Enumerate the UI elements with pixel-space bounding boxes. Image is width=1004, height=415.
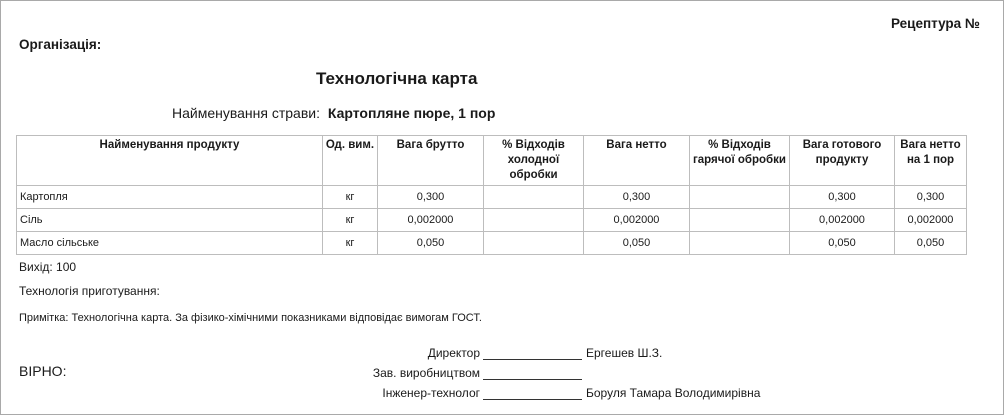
table-cell: кг <box>323 186 378 209</box>
column-header: Вага готового продукту <box>790 136 895 186</box>
column-header: Од. вим. <box>323 136 378 186</box>
table-cell: 0,050 <box>895 232 967 255</box>
column-header: Найменування продукту <box>17 136 323 186</box>
column-header: % Відходів холодної обробки <box>484 136 584 186</box>
signature-line <box>483 345 582 360</box>
table-cell <box>484 209 584 232</box>
table-cell: кг <box>323 209 378 232</box>
table-cell <box>690 232 790 255</box>
table-row <box>17 209 967 232</box>
table-row <box>17 186 967 209</box>
table-row <box>17 232 967 255</box>
table-cell: 0,050 <box>584 232 690 255</box>
column-header: Вага брутто <box>378 136 484 186</box>
signature-name-engineer: Боруля Тамара Володимирівна <box>586 386 761 400</box>
dish-name-line <box>172 105 495 121</box>
table-cell <box>484 186 584 209</box>
table-cell: 0,050 <box>378 232 484 255</box>
table-cell: кг <box>323 232 378 255</box>
output-text: Вихід: 100 <box>19 260 77 274</box>
recipe-number-label: Рецептура № <box>891 16 980 31</box>
table-cell: 0,300 <box>895 186 967 209</box>
table-cell: Картопля <box>17 186 323 209</box>
signature-line <box>483 385 582 400</box>
table-cell: 0,300 <box>378 186 484 209</box>
table-header-row <box>17 136 967 186</box>
dish-name-label: Найменування страви: <box>172 105 320 121</box>
dish-name-value: Картопляне пюре, 1 пор <box>327 105 496 121</box>
table-cell: 0,002000 <box>378 209 484 232</box>
note-text: Примітка: Технологічна карта. За фізико-хімічними показниками відповідає вимогам ГОСТ. <box>19 312 482 324</box>
signature-role-director: Директор <box>427 346 480 360</box>
column-header: % Відходів гарячої обробки <box>690 136 790 186</box>
table-cell: 0,002000 <box>584 209 690 232</box>
organization-label: Організація: <box>19 37 102 52</box>
signature-line <box>483 365 582 380</box>
table-cell <box>690 186 790 209</box>
table-cell <box>484 232 584 255</box>
signature-role-production-manager: Зав. виробництвом <box>372 366 480 380</box>
table-cell: 0,300 <box>790 186 895 209</box>
signature-role-engineer: Інженер-технолог <box>382 386 480 400</box>
table-cell: 0,300 <box>584 186 690 209</box>
table-cell: 0,050 <box>790 232 895 255</box>
ingredients-table <box>16 135 967 255</box>
table-cell: Сіль <box>17 209 323 232</box>
technology-label: Технологія приготування: <box>19 284 160 298</box>
table-cell: Масло сільське <box>17 232 323 255</box>
table-cell <box>690 209 790 232</box>
table-cell: 0,002000 <box>790 209 895 232</box>
document-title: Технологічна карта <box>316 69 478 88</box>
column-header: Вага нетто на 1 пор <box>895 136 967 186</box>
column-header: Вага нетто <box>584 136 690 186</box>
signature-name-director: Ергешев Ш.З. <box>586 346 663 360</box>
table-cell: 0,002000 <box>895 209 967 232</box>
approved-label: ВІРНО: <box>19 363 67 379</box>
